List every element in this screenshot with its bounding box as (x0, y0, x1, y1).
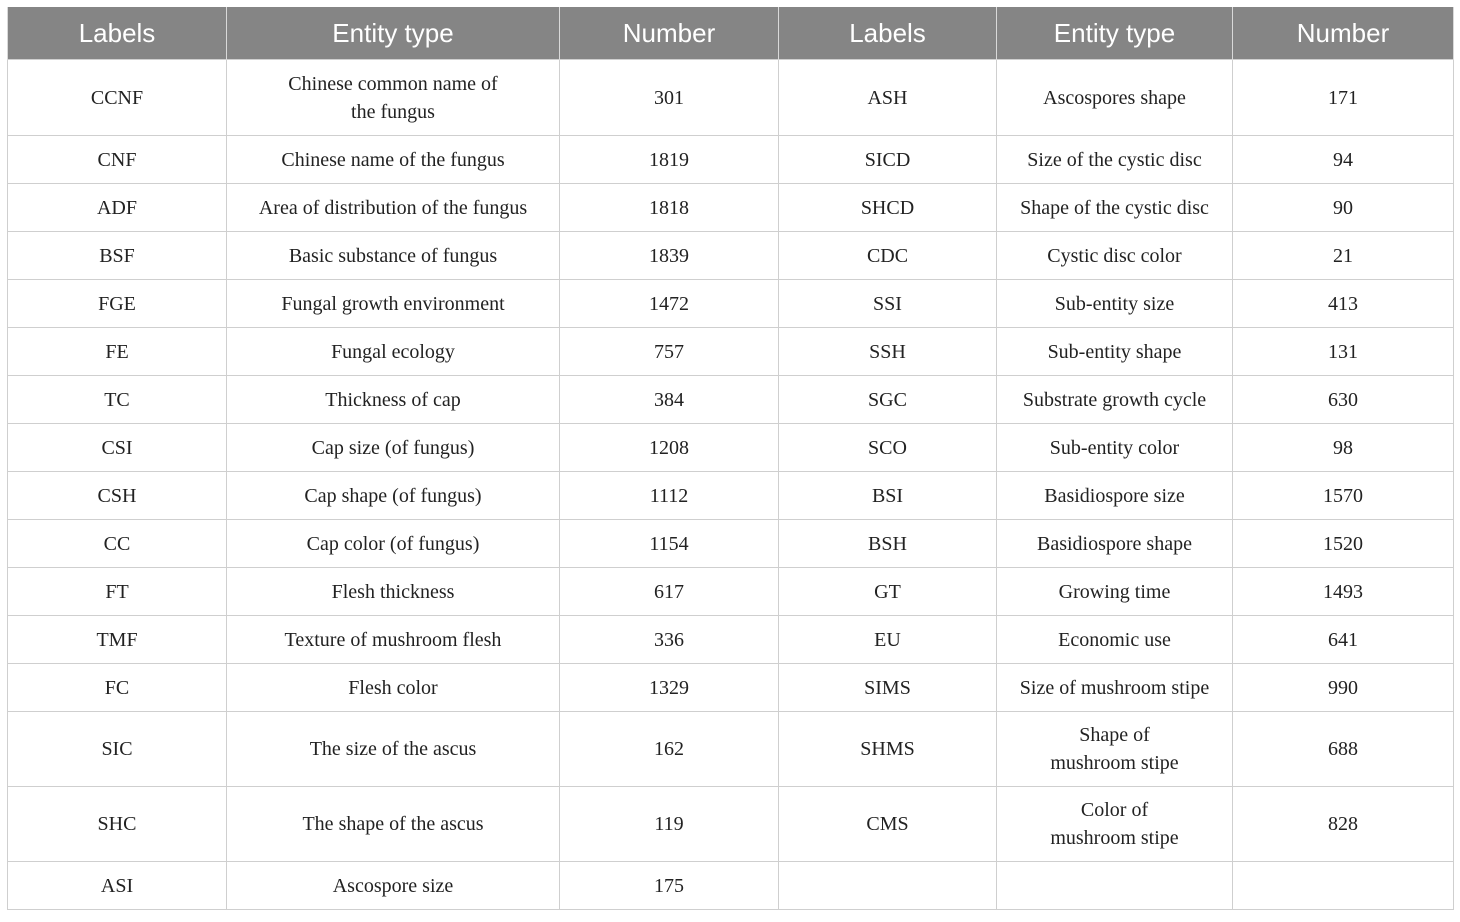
cell-label-left: BSF (8, 232, 227, 280)
table-row (8, 616, 1454, 664)
cell-number-right: 131 (1233, 328, 1454, 376)
cell-number-right: 828 (1233, 787, 1454, 862)
table-row (8, 280, 1454, 328)
cell-number-right: 90 (1233, 184, 1454, 232)
cell-label-left: FE (8, 328, 227, 376)
cell-number-left: 301 (560, 60, 779, 136)
cell-entity-type-left: Cap color (of fungus) (227, 520, 560, 568)
header-number-right: Number (1233, 7, 1454, 60)
table-row (8, 787, 1454, 862)
table-row (8, 328, 1454, 376)
cell-entity-type-right: Shape of the cystic disc (997, 184, 1233, 232)
cell-label-left: FT (8, 568, 227, 616)
cell-number-left: 1329 (560, 664, 779, 712)
cell-label-left: SHC (8, 787, 227, 862)
cell-entity-type-left: Flesh thickness (227, 568, 560, 616)
cell-entity-type-right: Shape of mushroom stipe (997, 712, 1233, 787)
cell-number-right: 94 (1233, 136, 1454, 184)
table-row (8, 472, 1454, 520)
table-body (8, 60, 1454, 910)
cell-label-right: CMS (779, 787, 997, 862)
cell-number-left: 1839 (560, 232, 779, 280)
cell-entity-type-left: Flesh color (227, 664, 560, 712)
cell-label-left: CSI (8, 424, 227, 472)
header-labels-left: Labels (8, 7, 227, 60)
cell-number-left: 119 (560, 787, 779, 862)
table-row (8, 862, 1454, 910)
cell-label-left: CCNF (8, 60, 227, 136)
cell-entity-type-left: Cap size (of fungus) (227, 424, 560, 472)
cell-entity-type-right: Cystic disc color (997, 232, 1233, 280)
cell-label-left: TC (8, 376, 227, 424)
header-row (8, 7, 1454, 60)
cell-number-right: 990 (1233, 664, 1454, 712)
table-row (8, 568, 1454, 616)
cell-entity-type-right: Substrate growth cycle (997, 376, 1233, 424)
entity-type-table (7, 7, 1454, 910)
table-row (8, 184, 1454, 232)
cell-number-left: 1819 (560, 136, 779, 184)
cell-number-left: 1818 (560, 184, 779, 232)
cell-entity-type-right: Basidiospore shape (997, 520, 1233, 568)
cell-label-left: TMF (8, 616, 227, 664)
cell-number-right: 1493 (1233, 568, 1454, 616)
table-row (8, 232, 1454, 280)
cell-label-left: ADF (8, 184, 227, 232)
cell-entity-type-right: Growing time (997, 568, 1233, 616)
cell-entity-type-right: Basidiospore size (997, 472, 1233, 520)
cell-number-left: 1154 (560, 520, 779, 568)
table-row (8, 520, 1454, 568)
cell-entity-type-right: Sub-entity size (997, 280, 1233, 328)
cell-number-right: 630 (1233, 376, 1454, 424)
cell-label-right: GT (779, 568, 997, 616)
cell-label-right (779, 862, 997, 910)
header-labels-right: Labels (779, 7, 997, 60)
cell-number-left: 1472 (560, 280, 779, 328)
cell-label-right: ASH (779, 60, 997, 136)
cell-entity-type-right (997, 862, 1233, 910)
cell-label-right: SSI (779, 280, 997, 328)
cell-entity-type-left: Fungal ecology (227, 328, 560, 376)
cell-entity-type-left: The size of the ascus (227, 712, 560, 787)
cell-label-right: EU (779, 616, 997, 664)
cell-entity-type-right: Economic use (997, 616, 1233, 664)
cell-number-left: 1208 (560, 424, 779, 472)
cell-number-left: 175 (560, 862, 779, 910)
cell-number-left: 617 (560, 568, 779, 616)
cell-number-right: 21 (1233, 232, 1454, 280)
cell-label-left: FC (8, 664, 227, 712)
cell-label-right: BSH (779, 520, 997, 568)
header-entity-type-right: Entity type (997, 7, 1233, 60)
header-number-left: Number (560, 7, 779, 60)
cell-label-right: SSH (779, 328, 997, 376)
cell-number-right: 413 (1233, 280, 1454, 328)
cell-entity-type-left: Chinese name of the fungus (227, 136, 560, 184)
cell-number-right: 98 (1233, 424, 1454, 472)
cell-number-left: 336 (560, 616, 779, 664)
table-row (8, 424, 1454, 472)
cell-label-left: CNF (8, 136, 227, 184)
table-header (8, 7, 1454, 60)
table-row (8, 712, 1454, 787)
cell-label-right: BSI (779, 472, 997, 520)
cell-number-right: 171 (1233, 60, 1454, 136)
cell-entity-type-left: Basic substance of fungus (227, 232, 560, 280)
cell-entity-type-right: Color of mushroom stipe (997, 787, 1233, 862)
cell-entity-type-left: Ascospore size (227, 862, 560, 910)
cell-entity-type-left: Thickness of cap (227, 376, 560, 424)
cell-label-left: SIC (8, 712, 227, 787)
cell-number-left: 1112 (560, 472, 779, 520)
cell-number-right: 1520 (1233, 520, 1454, 568)
table-row (8, 376, 1454, 424)
cell-entity-type-left: The shape of the ascus (227, 787, 560, 862)
cell-entity-type-right: Sub-entity color (997, 424, 1233, 472)
cell-label-right: SGC (779, 376, 997, 424)
cell-entity-type-left: Chinese common name of the fungus (227, 60, 560, 136)
cell-label-left: FGE (8, 280, 227, 328)
cell-label-right: SHMS (779, 712, 997, 787)
table-row (8, 664, 1454, 712)
cell-number-right: 641 (1233, 616, 1454, 664)
cell-entity-type-right: Ascospores shape (997, 60, 1233, 136)
cell-label-left: CSH (8, 472, 227, 520)
cell-label-right: SCO (779, 424, 997, 472)
cell-label-right: SIMS (779, 664, 997, 712)
cell-number-left: 757 (560, 328, 779, 376)
table-row (8, 60, 1454, 136)
cell-number-right: 688 (1233, 712, 1454, 787)
cell-entity-type-left: Area of distribution of the fungus (227, 184, 560, 232)
cell-entity-type-left: Fungal growth environment (227, 280, 560, 328)
cell-entity-type-left: Texture of mushroom flesh (227, 616, 560, 664)
cell-number-right: 1570 (1233, 472, 1454, 520)
cell-number-right (1233, 862, 1454, 910)
table-row (8, 136, 1454, 184)
cell-label-left: CC (8, 520, 227, 568)
cell-entity-type-right: Size of mushroom stipe (997, 664, 1233, 712)
entity-table-container (7, 7, 1453, 910)
cell-number-left: 162 (560, 712, 779, 787)
cell-entity-type-right: Sub-entity shape (997, 328, 1233, 376)
cell-label-left: ASI (8, 862, 227, 910)
header-entity-type-left: Entity type (227, 7, 560, 60)
cell-label-right: CDC (779, 232, 997, 280)
cell-entity-type-left: Cap shape (of fungus) (227, 472, 560, 520)
cell-label-right: SHCD (779, 184, 997, 232)
cell-number-left: 384 (560, 376, 779, 424)
cell-entity-type-right: Size of the cystic disc (997, 136, 1233, 184)
cell-label-right: SICD (779, 136, 997, 184)
